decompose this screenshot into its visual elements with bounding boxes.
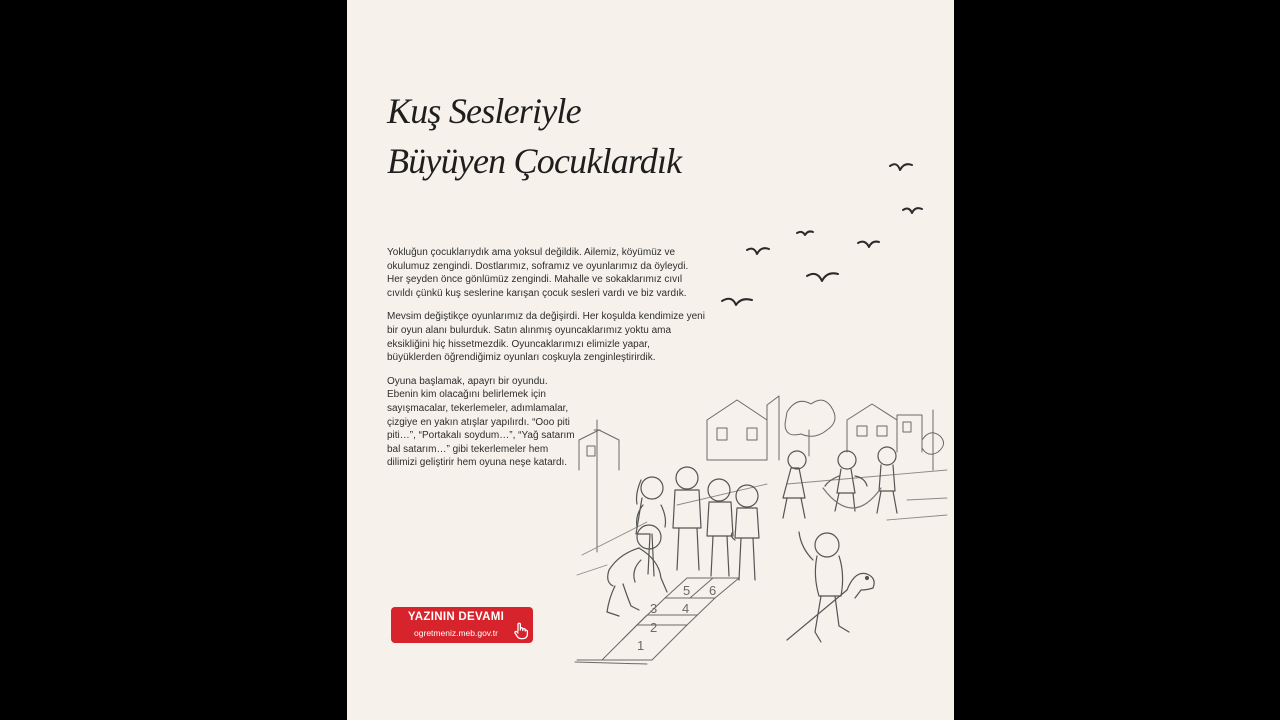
street-illustration — [577, 470, 947, 575]
hopscotch-number-5: 5 — [683, 583, 691, 598]
hopscotch-number-2: 2 — [650, 620, 658, 635]
read-more-button[interactable] — [391, 607, 533, 643]
bird-icon — [903, 208, 922, 213]
standing-children-figures — [636, 467, 759, 580]
bird-icon — [797, 231, 813, 235]
article-card — [347, 0, 954, 720]
paragraph-1: Yokluğun çocuklarıydık ama yoksul değildik. Ailemiz, köyümüz ve okulumuz zengindi. Dostlarımız, soframız ve oyunlarımız da öyleydi. Her şeyden önce gönlümüz zengindi. Mahalle ve sokaklarımız cıvıl cıvıldı çünkü kuş seslerine karışan çocuk sesleri vardı ve biz vardık. — [387, 247, 689, 299]
hobby-horse-child-figure — [787, 532, 874, 642]
bird-icon — [858, 242, 879, 247]
bird-icon — [747, 248, 769, 254]
bird-icon — [722, 299, 752, 305]
read-more-url: ogretmeniz.meb.gov.tr — [414, 628, 498, 638]
hopscotch-number-1: 1 — [637, 638, 645, 653]
hopscotch-numbers — [637, 583, 716, 653]
hopscotch-number-6: 6 — [709, 583, 717, 598]
birds-illustration — [722, 164, 922, 305]
paragraph-2: Mevsim değiştikçe oyunlarımız da değişirdi. Her koşulda kendimize yeni bir oyun alanı bulurduk. Satın alınmış oyuncaklarımız yoktu ama eksikliğini hiç hissetmezdik. Oyuncaklarımızı elimizle yapar, büyüklerden öğrendiğimiz oyunları coşkuyla zenginleştirirdik. — [387, 311, 705, 364]
title-line-2: Büyüyen Çocuklardık — [387, 141, 682, 181]
bird-icon — [890, 164, 912, 170]
paragraph-3: Oyuna başlamak, apayrı bir oyundu. Ebenin kim olacağını belirlemek için sayışmacalar, tekerlemeler, adımlamalar, çizgiye en yakın atışlar yapılırdı. “Ooo piti piti…”, “Portakalı soydum…”, “Yağ satarım bal satarım…” gibi tekerlemeler hem dilimizi geliştirir hem oyuna neşe katardı. — [387, 375, 575, 469]
bird-icon — [807, 273, 838, 281]
pointing-hand-icon — [513, 622, 529, 640]
read-more-label: YAZININ DEVAMI — [407, 611, 505, 623]
hopscotch-number-4: 4 — [682, 601, 690, 616]
crouching-child-figure — [607, 525, 667, 616]
title-line-1: Kuş Sesleriyle — [387, 91, 581, 131]
hopscotch-number-3: 3 — [650, 601, 658, 616]
